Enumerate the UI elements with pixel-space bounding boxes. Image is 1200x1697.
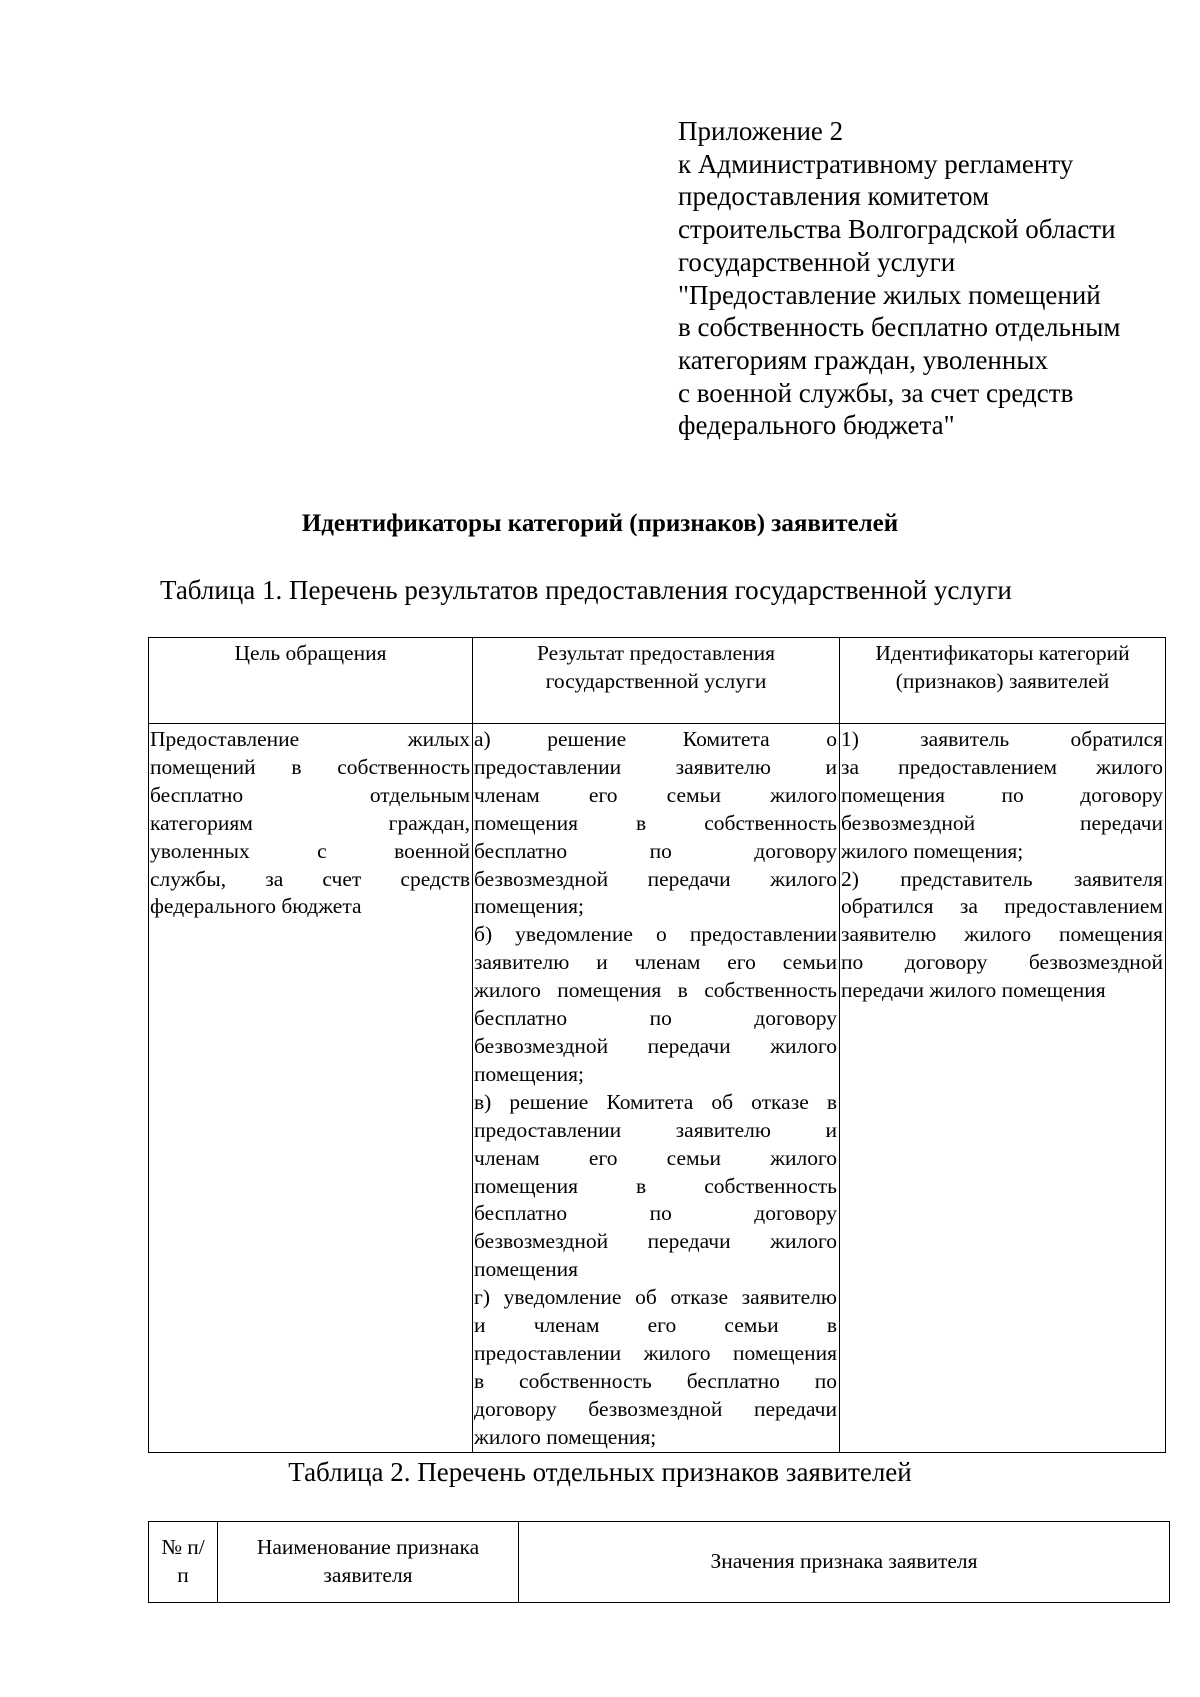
cell-text-line: помещений в собственность (150, 754, 470, 779)
header-feature-values: Значения признака заявителя (519, 1522, 1170, 1603)
table1-caption: Таблица 1. Перечень результатов предоставления государственной услуги (160, 575, 1012, 605)
table-row (149, 724, 1166, 1453)
cell-text-line: бесплатно по договору (474, 1201, 837, 1226)
cell-text-line: и членам его семьи в (474, 1313, 837, 1338)
cell-text-line: по договору безвозмездной (841, 950, 1163, 975)
cell-text-line: безвозмездной передачи жилого (474, 1229, 837, 1254)
appendix-line: государственной услуги (678, 246, 956, 277)
cell-text-line: бесплатно отдельным (150, 782, 470, 807)
cell-text-line: а) решение Комитета о (474, 727, 837, 751)
cell-text-line: договору безвозмездной передачи (474, 1396, 837, 1421)
cell-text-line: за предоставлением жилого (841, 754, 1163, 779)
cell-text-line: категориям граждан, (150, 810, 470, 835)
appendix-line: категориям граждан, уволенных (678, 344, 1048, 375)
header-purpose: Цель обращения (149, 638, 473, 724)
cell-text-line: уволенных с военной (150, 838, 470, 863)
cell-text-line: предоставлении заявителю и (474, 754, 837, 779)
cell-text-line: в собственность бесплатно по (474, 1368, 837, 1393)
header-feature-name: Наименование признака заявителя (218, 1522, 519, 1603)
applicant-features-table (148, 1521, 1170, 1603)
table-header-row (149, 638, 1166, 724)
appendix-line: Приложение 2 (678, 116, 844, 146)
cell-text-line: помещения в собственность (474, 1173, 837, 1198)
cell-purpose (149, 724, 473, 1453)
cell-text-line: членам его семьи жилого (474, 782, 837, 807)
cell-text-line: помещения; (474, 1061, 584, 1086)
cell-text-line: бесплатно по договору (474, 1006, 837, 1031)
cell-text-line: жилого помещения в собственность (474, 978, 837, 1003)
results-table (148, 637, 1166, 1453)
cell-text-line: службы, за счет средств (150, 866, 470, 891)
cell-text-line: обратился за предоставлением (841, 894, 1163, 919)
document-title: Идентификаторы категорий (признаков) заявителей (301, 510, 899, 537)
cell-text-line: заявителю и членам его семьи (474, 950, 837, 975)
cell-text-line: жилого помещения; (474, 1424, 657, 1449)
cell-text-line: помещения по договору (841, 782, 1163, 807)
appendix-line: "Предоставление жилых помещений (678, 279, 1101, 310)
cell-text-line: жилого помещения; (841, 838, 1024, 863)
cell-text-line: г) уведомление об отказе заявителю (474, 1285, 837, 1310)
cell-text-line: 1) заявитель обратился (841, 727, 1163, 751)
cell-text-line: федерального бюджета (150, 894, 362, 919)
table-header-row (149, 1522, 1170, 1603)
appendix-line: строительства Волгоградской области (678, 214, 1116, 245)
header-number: № п/п (149, 1522, 218, 1603)
header-identifiers: Идентификаторы категорий (признаков) заявителей (840, 638, 1166, 724)
cell-text-line: предоставлении жилого помещения (474, 1340, 837, 1365)
cell-text-line: помещения (474, 1257, 578, 1282)
cell-text-line: передачи жилого помещения (841, 978, 1106, 1003)
cell-identifiers (840, 724, 1166, 1453)
cell-text-line: безвозмездной передачи жилого (474, 866, 837, 891)
cell-text-line: предоставлении заявителю и (474, 1117, 837, 1142)
cell-text-line: заявителю жилого помещения (841, 922, 1163, 947)
cell-text-line: б) уведомление о предоставлении (474, 922, 837, 947)
cell-text-line: помещения в собственность (474, 810, 837, 835)
appendix-line: с военной службы, за счет средств (678, 377, 1074, 408)
cell-result (473, 724, 840, 1453)
cell-text-line: безвозмездной передачи жилого (474, 1033, 837, 1058)
appendix-header (678, 115, 1178, 442)
cell-text-line: в) решение Комитета об отказе в (474, 1089, 837, 1114)
appendix-line: к Административному регламенту (678, 148, 1074, 179)
table2-caption: Таблица 2. Перечень отдельных признаков заявителей (288, 1457, 912, 1487)
cell-text-line: Предоставление жилых (150, 727, 470, 751)
appendix-line: предоставления комитетом (678, 181, 990, 212)
cell-text-line: помещения; (474, 894, 584, 919)
cell-text-line: 2) представитель заявителя (841, 866, 1163, 891)
cell-text-line: безвозмездной передачи (841, 810, 1163, 835)
appendix-line: федерального бюджета" (678, 410, 955, 441)
header-result: Результат предоставления государственной услуги (473, 638, 840, 724)
cell-text-line: членам его семьи жилого (474, 1145, 837, 1170)
cell-text-line: бесплатно по договору (474, 838, 837, 863)
appendix-line: в собственность бесплатно отдельным (678, 312, 1121, 343)
